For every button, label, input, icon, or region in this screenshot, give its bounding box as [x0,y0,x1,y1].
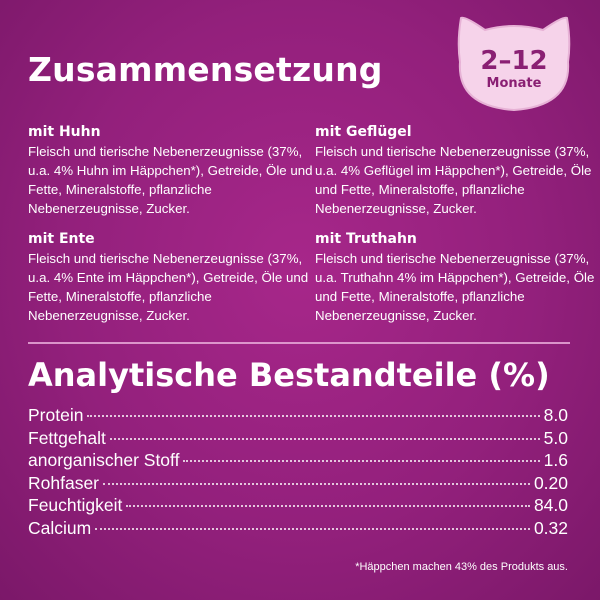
analysis-label: Fettgehalt [28,427,106,448]
variant-name: mit Truthahn [315,231,417,247]
analysis-label: Calcium [28,517,92,538]
dot-leader [103,483,530,485]
page-title: Zusammensetzung [28,50,383,89]
variant-ente [28,229,313,325]
variant-name: mit Huhn [28,124,101,140]
analysis-value: 0.20 [533,472,568,493]
dot-leader [87,415,539,417]
analysis-row [28,428,568,451]
analysis-title: Analytische Bestandteile (%) [28,356,550,394]
analysis-label: Rohfaser [28,472,100,493]
section-divider [28,342,570,344]
variant-ingredients: Fleisch und tierische Nebenerzeugnisse (37%, u.a. 4% Ente im Häppchen*), Getreide, Öle und Fette, Mineralstoffe, pflanzliche Nebenerzeugnisse, Zucker. [28,251,309,323]
analysis-row [28,473,568,496]
analysis-row [28,450,568,473]
variant-truthahn [315,229,600,325]
analysis-row [28,495,568,518]
variant-name: mit Ente [28,231,95,247]
dot-leader [110,438,540,440]
analysis-row [28,518,568,541]
analysis-row [28,405,568,428]
footnote: *Häppchen machen 43% des Produkts aus. [355,561,568,573]
dot-leader [183,460,539,462]
analysis-value: 0.32 [533,517,568,538]
dot-leader [95,528,530,530]
analysis-value: 5.0 [543,427,568,448]
analysis-label: Feuchtigkeit [28,495,123,516]
dot-leader [126,505,530,507]
age-badge [455,14,573,114]
analysis-table [28,405,568,541]
analysis-label: Protein [28,405,84,425]
analysis-value: 1.6 [543,450,568,471]
variant-ingredients: Fleisch und tierische Nebenerzeugnisse (37%, u.a. 4% Geflügel im Häppchen*), Getreide, Öle und Fette, Mineralstoffe, pflanzliche Nebenerzeugnisse, Zucker. [315,144,592,216]
analysis-value: 8.0 [543,405,568,425]
variant-huhn [28,122,313,218]
badge-unit: Monate [486,76,542,91]
variant-name: mit Geflügel [315,124,412,140]
variant-ingredients: Fleisch und tierische Nebenerzeugnisse (37%, u.a. Truthahn 4% im Häppchen*), Getreide, Öle und Fette, Mineralstoffe, pflanzliche Nebenerzeugnisse, Zucker. [315,251,595,323]
analysis-value: 84.0 [533,495,568,516]
variant-gefluegel [315,122,600,218]
analysis-label: anorganischer Stoff [28,450,180,471]
variant-ingredients: Fleisch und tierische Nebenerzeugnisse (37%, u.a. 4% Huhn im Häppchen*), Getreide, Öle und Fette, Mineralstoffe, pflanzliche Nebenerzeugnisse, Zucker. [28,144,313,216]
badge-age-range: 2–12 [480,46,548,76]
